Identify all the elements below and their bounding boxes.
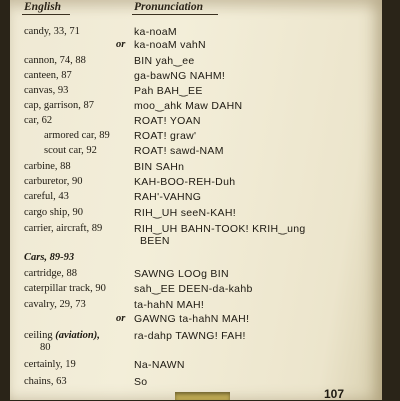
entry-english: car, 62 bbox=[24, 115, 53, 126]
entry-pronunciation: moo‿ahk Maw DAHN bbox=[134, 100, 243, 112]
entry-english-sub: armored car, 89 bbox=[44, 130, 110, 141]
entry-english: canvas, 93 bbox=[24, 85, 69, 96]
entry-english: carrier, aircraft, 89 bbox=[24, 223, 103, 234]
book-page bbox=[10, 0, 382, 400]
entry-pronunciation: RIH‿UH seeN-KAH! bbox=[134, 207, 236, 219]
header-english: English bbox=[24, 1, 62, 13]
entry-pronunciation-continued: BEEN bbox=[140, 235, 170, 247]
entry-english: carburetor, 90 bbox=[24, 176, 83, 187]
entry-english: careful, 43 bbox=[24, 191, 69, 202]
entry-english-sub: scout car, 92 bbox=[44, 145, 97, 156]
entry-pronunciation: sah‿EE DEEN-da-kahb bbox=[134, 283, 253, 295]
entry-pronunciation: ROAT! sawd-NAM bbox=[134, 145, 224, 157]
entry-english: cannon, 74, 88 bbox=[24, 55, 86, 66]
entry-pronunciation: ka-noaM bbox=[134, 26, 177, 38]
entry-pronunciation: BIN yah‿ee bbox=[134, 55, 195, 67]
header-pronunciation: Pronunciation bbox=[134, 1, 204, 13]
entry-pronunciation: ga-bawNG NAHM! bbox=[134, 70, 226, 82]
entry-pronunciation: BIN SAHn bbox=[134, 161, 185, 173]
entry-english: chains, 63 bbox=[24, 376, 67, 387]
section-heading: Cars, 89-93 bbox=[24, 252, 75, 263]
entry-english-continued: 80 bbox=[40, 342, 51, 353]
alt-prefix: or bbox=[116, 39, 126, 50]
page-number: 107 bbox=[323, 387, 344, 401]
entry-english: caterpillar track, 90 bbox=[24, 283, 106, 294]
entry-pronunciation: RIH‿UH BAHN-TOOK! KRIH‿ung bbox=[134, 223, 306, 235]
entry-english: cap, garrison, 87 bbox=[24, 100, 94, 111]
entry-pronunciation: SAWNG LOOg BIN bbox=[134, 268, 229, 280]
entry-english: canteen, 87 bbox=[24, 70, 72, 81]
entry-pronunciation: ra-dahp TAWNG! FAH! bbox=[134, 330, 246, 342]
entry-pronunciation: RAH'-VAHNG bbox=[134, 191, 202, 203]
entry-pronunciation: ka-noaM vahN bbox=[134, 39, 206, 51]
alt-prefix: or bbox=[116, 313, 126, 324]
entry-english: candy, 33, 71 bbox=[24, 26, 80, 37]
entry-pronunciation: Pah BAH‿EE bbox=[134, 85, 203, 97]
entry-pronunciation: ta-hahN MAH! bbox=[134, 299, 205, 311]
entry-english: cargo ship, 90 bbox=[24, 207, 84, 218]
header-rule bbox=[132, 14, 218, 15]
entry-pronunciation: KAH-BOO-REH-Duh bbox=[134, 176, 236, 188]
entry-english-word: ceiling bbox=[24, 330, 53, 341]
entry-pronunciation: Na-NAWN bbox=[134, 359, 185, 371]
entry-pronunciation: So bbox=[134, 376, 148, 388]
entry-pronunciation: GAWNG ta-hahN MAH! bbox=[134, 313, 250, 325]
entry-english-qualifier: (aviation), bbox=[55, 330, 100, 341]
entry-pronunciation: ROAT! graw' bbox=[134, 130, 197, 142]
entry-english: certainly, 19 bbox=[24, 359, 76, 370]
entry-pronunciation: ROAT! YOAN bbox=[134, 115, 201, 127]
bookmark-tab bbox=[175, 392, 230, 400]
entry-english: cartridge, 88 bbox=[24, 268, 78, 279]
entry-english bbox=[24, 330, 100, 341]
entry-english: carbine, 88 bbox=[24, 161, 71, 172]
entry-english: cavalry, 29, 73 bbox=[24, 299, 86, 310]
header-rule bbox=[22, 14, 70, 15]
